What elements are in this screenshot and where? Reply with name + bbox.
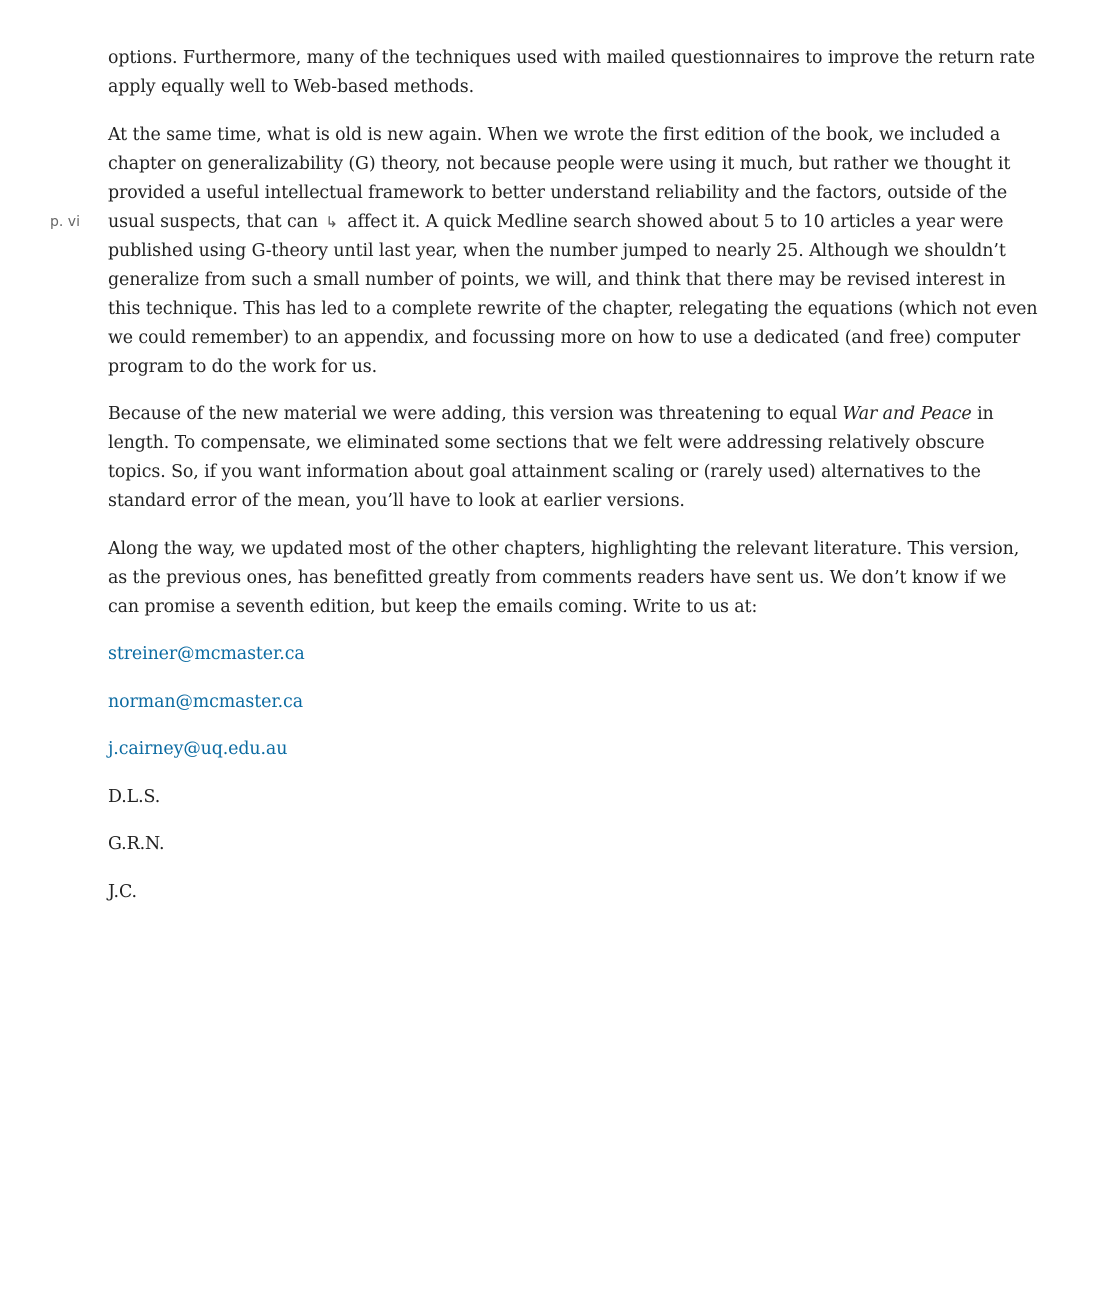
signature-grn: G.R.N. xyxy=(108,834,165,854)
email-line-1 xyxy=(108,640,1040,669)
email-link-streiner[interactable]: streiner@mcmaster.ca xyxy=(108,644,305,664)
page-break-icon: ↳ xyxy=(325,212,338,231)
page-number-marker: p. vi xyxy=(50,214,80,230)
email-line-3 xyxy=(108,735,1040,764)
paragraph-3 xyxy=(108,400,1040,516)
email-line-2 xyxy=(108,688,1040,717)
paragraph-1: options. Furthermore, many of the techniques used with mailed questionnaires to improve the return rate apply equally well to Web-based methods. xyxy=(108,48,1035,97)
paragraph-3-part-2: in length. To compensate, we eliminated some sections that we felt were addressing relatively obscure topics. So, if you want information about goal attainment scaling or (rarely used) alternatives to the standard error of the mean, you’ll have to look at earlier versions. xyxy=(108,404,994,511)
preface-body xyxy=(108,44,1040,925)
paragraph-4: Along the way, we updated most of the other chapters, highlighting the relevant literature. This version, as the previous ones, has benefitted greatly from comments readers have sent us. We don’t know if we can promise a seventh edition, but keep the emails coming. Write to us at: xyxy=(108,538,1020,617)
book-title-italic: War and Peace xyxy=(842,404,972,424)
signature-jc: J.C. xyxy=(108,881,137,902)
email-link-norman[interactable]: norman@mcmaster.ca xyxy=(108,691,303,712)
email-link-cairney[interactable]: j.cairney@uq.edu.au xyxy=(108,739,288,759)
signature-dls: D.L.S. xyxy=(108,786,161,807)
paragraph-2-part-1: At the same time, what is old is new again. When we wrote the first edition of the book, we included a chapter on generalizability (G) theory, not because people were using it much, but rather we thought it provided a useful intellectual framework to better understand reliability and the factors, outside of the usual suspects, that can xyxy=(108,124,1011,232)
paragraph-3-part-1: Because of the new material we were adding, this version was threatening to equal xyxy=(108,404,838,424)
paragraph-2-part-2: affect it. A quick Medline search showed about 5 to 10 articles a year were published using G-theory until last year, when the number jumped to nearly 25. Although we shouldn’t generalize from such a small number of points, we will, and think that there may be revised interest in this technique. This has led to a complete rewrite of the chapter, relegating the equations (which not even we could remember) to an appendix, and focussing more on how to use a dedicated (and free) computer program to do the work for us. xyxy=(108,211,1038,377)
paragraph-2 xyxy=(108,121,1040,382)
